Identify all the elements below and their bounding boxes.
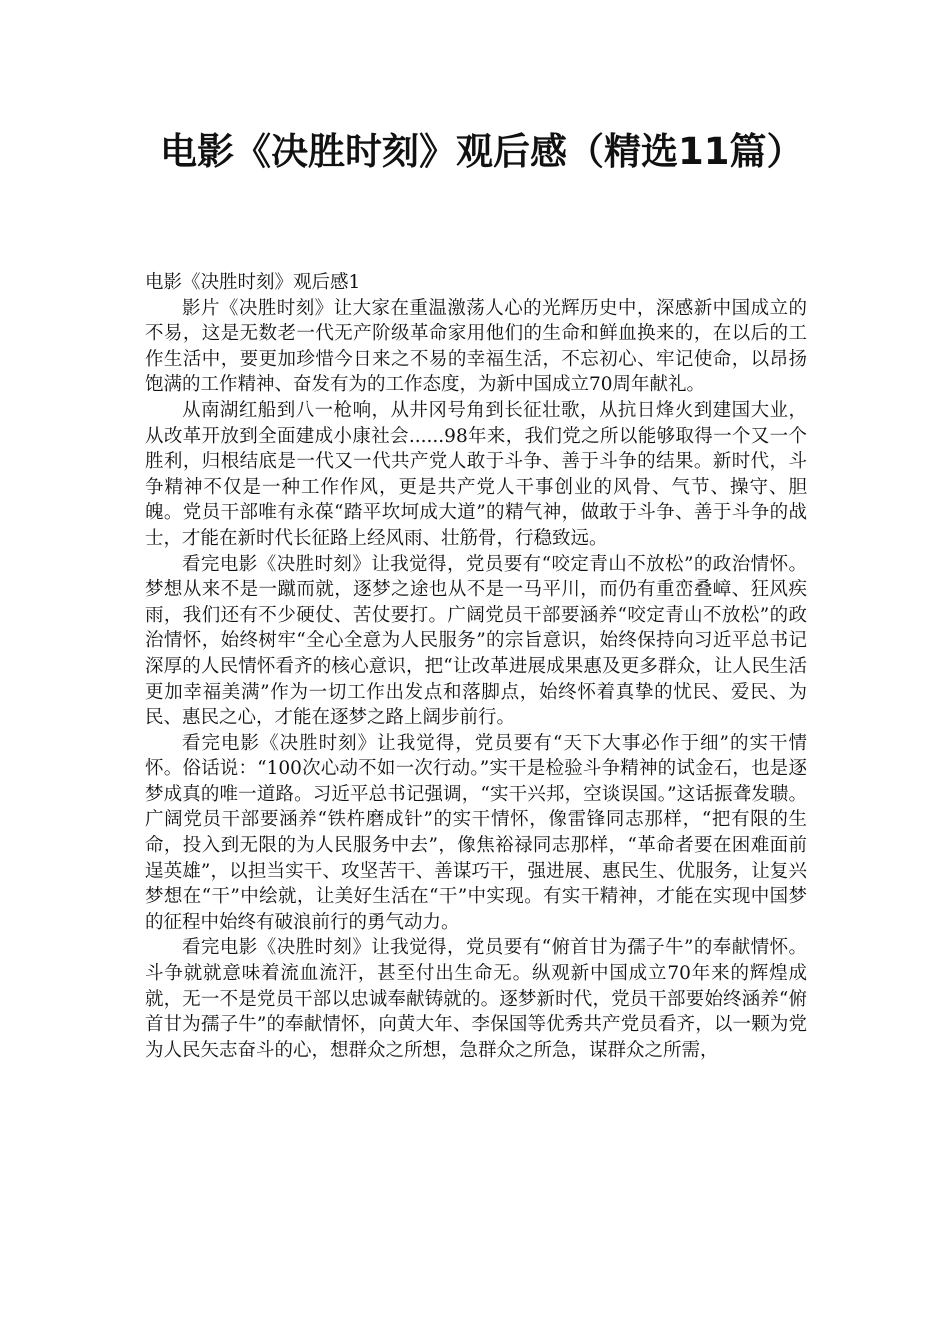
- document-title: 电影《决胜时刻》观后感（精选11篇）: [160, 130, 804, 173]
- paragraph-1: 影片《决胜时刻》让大家在重温激荡人心的光辉历史中，深感新中国成立的不易，这是无数老一代无产阶级革命家用他们的生命和鲜血换来的，在以后的工作生活中，要更加珍惜今日来之不易的幸福生活，不忘初心、牢记使命，以昂扬饱满的工作精神、奋发有为的工作态度，为新中国成立70周年献礼。: [145, 297, 807, 396]
- paragraph-5: 看完电影《决胜时刻》让我觉得，党员要有“俯首甘为孺子牛”的奉献情怀。斗争就就意味着流血流汗，甚至付出生命无。纵观新中国成立70年来的辉煌成就，无一不是党员干部以忠诚奉献铸就的。逐梦新时代，党员干部要始终涵养“俯首甘为孺子牛”的奉献情怀，向黄大年、李保国等优秀共产党员看齐，以一颗为党为人民矢志奋斗的心，想群众之所想，急群众之所急，谋群众之所需，: [145, 937, 807, 1061]
- paragraph-4: 看完电影《决胜时刻》让我觉得，党员要有“天下大事必作于细”的实干情怀。俗话说：“100次心动不如一次行动。”实干是检验斗争精神的试金石，也是逐梦成真的唯一道路。习近平总书记强调，“实干兴邦，空谈误国。”这话振聋发聩。广阔党员干部要涵养“铁杵磨成针”的实干情怀，像雷锋同志那样，“把有限的生命，投入到无限的为人民服务中去”，像焦裕禄同志那样，“革命者要在困难面前逞英雄”，以担当实干、攻坚苦干、善谋巧干，强进展、惠民生、优服务，让复兴梦想在“干”中绘就，让美好生活在“干”中实现。有实干精神，才能在实现中国梦的征程中始终有破浪前行的勇气动力。: [145, 732, 807, 933]
- paragraph-2: 从南湖红船到八一枪响，从井冈号角到长征壮歌，从抗日烽火到建国大业，从改革开放到全面建成小康社会......98年来，我们党之所以能够取得一个又一个胜利，归根结底是一代又一代共产党人敢于斗争、善于斗争的结果。新时代，斗争精神不仅是一种工作作风，更是共产党人干事创业的风骨、气节、操守、胆魄。党员干部唯有永葆“踏平坎坷成大道”的精气神，做敢于斗争、善于斗争的战士，才能在新时代长征路上经风雨、壮筋骨，行稳致远。: [145, 399, 807, 549]
- paragraph-3: 看完电影《决胜时刻》让我觉得，党员要有“咬定青山不放松”的政治情怀。梦想从来不是一蹴而就，逐梦之途也从不是一马平川，而仍有重峦叠嶂、狂风疾雨，我们还有不少硬仗、苦仗要打。广阔党员干部要涵养“咬定青山不放松”的政治情怀，始终树牢“全心全意为人民服务”的宗旨意识，始终保持向习近平总书记深厚的人民情怀看齐的核心意识，把“让改革进展成果惠及更多群众，让人民生活更加幸福美满”作为一切工作出发点和落脚点，始终怀着真挚的忧民、爱民、为民、惠民之心，才能在逐梦之路上阔步前行。: [145, 553, 807, 729]
- document-body: [145, 270, 807, 1063]
- section-heading: 电影《决胜时刻》观后感1: [145, 272, 361, 293]
